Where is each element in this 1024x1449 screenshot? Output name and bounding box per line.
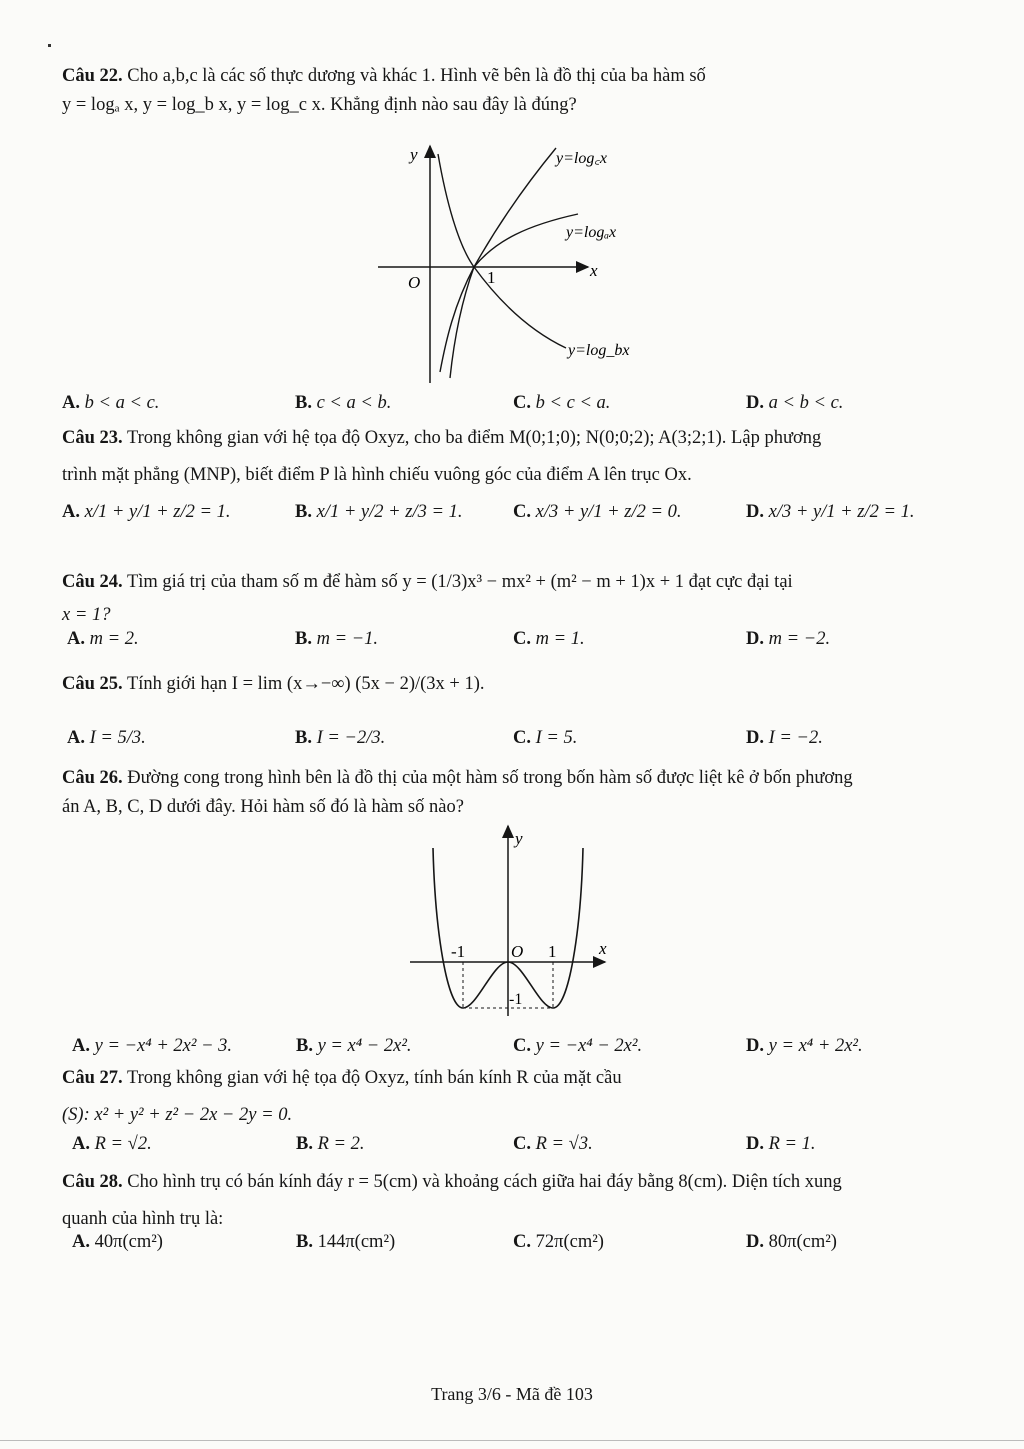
q26-option-b — [296, 1036, 412, 1057]
graph1-x-label: x — [590, 261, 598, 280]
question-23 — [62, 420, 966, 494]
q25-option-d-text: I = −2. — [768, 728, 823, 748]
q27-option-c-text: R = √3. — [535, 1134, 593, 1154]
question-25-label: Câu 25. — [62, 674, 123, 694]
q27-option-c — [513, 1134, 593, 1155]
log-graph — [378, 140, 658, 385]
q28-option-b-text: 144π(cm²) — [317, 1232, 396, 1252]
q24-option-c — [513, 629, 585, 650]
question-22-text: Cho a,b,c là các số thực dương và khác 1. Hình vẽ bên là đồ thị của ba hàm số — [122, 66, 706, 86]
question-28-text: Cho hình trụ có bán kính đáy r = 5(cm) và khoảng cách giữa hai đáy bằng 8(cm). Diện tích xung — [122, 1172, 842, 1192]
question-27-line2: (S): x² + y² + z² − 2x − 2y = 0. — [62, 1105, 293, 1125]
question-26-line2: án A, B, C, D dưới đây. Hỏi hàm số đó là hàm số nào? — [62, 796, 464, 817]
question-24-text: Tìm giá trị của tham số m để hàm số y = (1/3)x³ − mx² + (m² − m + 1)x + 1 đạt cực đại tại — [122, 572, 793, 592]
q25-option-a — [67, 728, 146, 749]
q23-option-a — [62, 502, 231, 523]
question-26-line1 — [62, 764, 966, 793]
graph2-origin: O — [511, 942, 524, 961]
q28-option-d-label: D. — [746, 1232, 764, 1252]
q27-option-b-label: B. — [296, 1134, 313, 1154]
question-23-line2: trình mặt phẳng (MNP), biết điểm P là hình chiếu vuông góc của điểm A lên trục Ox. — [62, 465, 692, 485]
q28-option-d — [746, 1232, 837, 1253]
question-23-label: Câu 23. — [62, 428, 123, 448]
question-27 — [62, 1060, 966, 1134]
q27-option-b — [296, 1134, 365, 1155]
graph2-x-label: x — [599, 939, 607, 958]
question-27-text: Trong không gian với hệ tọa độ Oxyz, tính bán kính R của mặt cầu — [122, 1068, 622, 1088]
q22-option-d-label: D. — [746, 393, 764, 413]
q22-option-a-label: A. — [62, 393, 80, 413]
question-24-line2: x = 1? — [62, 605, 111, 625]
q28-option-a — [72, 1232, 163, 1253]
q24-option-b — [295, 629, 378, 650]
q22-option-a — [62, 393, 159, 414]
q28-option-b-label: B. — [296, 1232, 313, 1252]
q26-option-d-text: y = x⁴ + 2x². — [768, 1036, 863, 1056]
q26-option-a-label: A. — [72, 1036, 90, 1056]
q23-option-c-text: x/3 + y/1 + z/2 = 0. — [535, 502, 682, 522]
q26-option-d-label: D. — [746, 1036, 764, 1056]
graph1-one: 1 — [487, 268, 496, 287]
q24-option-b-text: m = −1. — [316, 629, 379, 649]
question-24 — [62, 564, 966, 627]
q27-option-a-text: R = √2. — [94, 1134, 152, 1154]
q24-option-d — [746, 629, 830, 650]
q26-option-c-text: y = −x⁴ − 2x². — [535, 1036, 643, 1056]
question-26-text: Đường cong trong hình bên là đồ thị của một hàm số trong bốn hàm số được liệt kê ở bốn phương — [122, 768, 853, 788]
q28-option-b — [296, 1232, 395, 1253]
question-26 — [62, 764, 966, 821]
scan-edge-line — [0, 1440, 1024, 1441]
q28-option-a-text: 40π(cm²) — [94, 1232, 163, 1252]
q24-option-a — [67, 629, 139, 650]
quartic-graph — [405, 820, 625, 1020]
q24-option-c-text: m = 1. — [535, 629, 585, 649]
question-27-line1 — [62, 1060, 966, 1097]
q24-option-b-label: B. — [295, 629, 312, 649]
curve-log-a — [450, 214, 578, 378]
question-26-label: Câu 26. — [62, 768, 123, 788]
label-log-a: y=logₐx — [566, 224, 617, 241]
question-23-text: Trong không gian với hệ tọa độ Oxyz, cho ba điểm M(0;1;0); N(0;0;2); A(3;2;1). Lập phương — [122, 428, 822, 448]
q22-option-b-label: B. — [295, 393, 312, 413]
q25-option-c — [513, 728, 577, 749]
q23-option-d — [746, 502, 915, 523]
label-log-c: y=log꜀x — [556, 150, 607, 167]
q27-option-b-text: R = 2. — [317, 1134, 365, 1154]
q23-option-b — [295, 502, 462, 523]
label-log-b: y=log_bx — [568, 342, 630, 359]
q26-option-b-text: y = x⁴ − 2x². — [317, 1036, 412, 1056]
q22-option-c-text: b < c < a. — [535, 393, 611, 413]
q27-option-a-label: A. — [72, 1134, 90, 1154]
q27-option-c-label: C. — [513, 1134, 531, 1154]
q25-option-a-label: A. — [67, 728, 85, 748]
q23-option-a-text: x/1 + y/1 + z/2 = 1. — [84, 502, 231, 522]
graph2-yneg1: -1 — [509, 991, 523, 1008]
q27-option-a — [72, 1134, 152, 1155]
q27-option-d-label: D. — [746, 1134, 764, 1154]
q26-option-c-label: C. — [513, 1036, 531, 1056]
question-27-label: Câu 27. — [62, 1068, 123, 1088]
curve-log-c — [440, 148, 556, 372]
question-24-line1 — [62, 564, 966, 601]
q26-option-c — [513, 1036, 642, 1057]
q24-option-a-text: m = 2. — [89, 629, 139, 649]
q25-option-b-label: B. — [295, 728, 312, 748]
q25-option-d-label: D. — [746, 728, 764, 748]
q23-option-c-label: C. — [513, 502, 531, 522]
question-22-label: Câu 22. — [62, 66, 123, 86]
graph2-neg1: -1 — [451, 942, 466, 961]
question-25 — [62, 670, 966, 699]
q24-option-d-text: m = −2. — [768, 629, 831, 649]
q22-option-b-text: c < a < b. — [316, 393, 392, 413]
question-23-line1 — [62, 420, 966, 457]
q22-option-c — [513, 393, 610, 414]
graph1-origin: O — [408, 273, 421, 292]
question-28-label: Câu 28. — [62, 1172, 123, 1192]
q25-option-b-text: I = −2/3. — [316, 728, 386, 748]
q25-option-c-text: I = 5. — [535, 728, 578, 748]
graph2-one: 1 — [548, 942, 557, 961]
question-22 — [62, 62, 966, 119]
q24-option-d-label: D. — [746, 629, 764, 649]
question-22-line1 — [62, 62, 966, 91]
q22-option-a-text: b < a < c. — [84, 393, 160, 413]
q28-option-c-text: 72π(cm²) — [535, 1232, 604, 1252]
q26-option-a — [72, 1036, 232, 1057]
q26-option-b-label: B. — [296, 1036, 313, 1056]
q24-option-a-label: A. — [67, 629, 85, 649]
q28-option-d-text: 80π(cm²) — [768, 1232, 837, 1252]
q26-option-a-text: y = −x⁴ + 2x² − 3. — [94, 1036, 233, 1056]
q22-option-d-text: a < b < c. — [768, 393, 844, 413]
graph1-y-label: y — [410, 145, 418, 164]
q23-option-b-label: B. — [295, 502, 312, 522]
question-28-line2: quanh của hình trụ là: — [62, 1209, 224, 1229]
q22-option-d — [746, 393, 843, 414]
curve-log-b — [438, 154, 566, 348]
q26-option-d — [746, 1036, 863, 1057]
q27-option-d — [746, 1134, 816, 1155]
question-24-label: Câu 24. — [62, 572, 123, 592]
log-graph-svg — [378, 140, 658, 385]
question-28 — [62, 1164, 966, 1238]
graph2-y-label: y — [515, 829, 523, 848]
scan-speck — [48, 44, 51, 47]
page-footer: Trang 3/6 - Mã đề 103 — [431, 1384, 593, 1404]
q23-option-d-label: D. — [746, 502, 764, 522]
q28-option-c — [513, 1232, 604, 1253]
q25-option-d — [746, 728, 823, 749]
q23-option-d-text: x/3 + y/1 + z/2 = 1. — [768, 502, 915, 522]
question-22-line2: y = logₐ x, y = log_b x, y = log_c x. Khẳng định nào sau đây là đúng? — [62, 94, 577, 115]
q22-option-c-label: C. — [513, 393, 531, 413]
q27-option-d-text: R = 1. — [768, 1134, 816, 1154]
question-28-line1 — [62, 1164, 966, 1201]
q23-option-c — [513, 502, 682, 523]
q25-option-c-label: C. — [513, 728, 531, 748]
question-25-text: Tính giới hạn I = lim (x→−∞) (5x − 2)/(3x + 1). — [122, 674, 485, 694]
quartic-graph-svg — [405, 820, 625, 1020]
q28-option-c-label: C. — [513, 1232, 531, 1252]
q25-option-b — [295, 728, 385, 749]
question-25-line1 — [62, 670, 966, 699]
q25-option-a-text: I = 5/3. — [89, 728, 146, 748]
q23-option-a-label: A. — [62, 502, 80, 522]
q28-option-a-label: A. — [72, 1232, 90, 1252]
q23-option-b-text: x/1 + y/2 + z/3 = 1. — [316, 502, 463, 522]
q24-option-c-label: C. — [513, 629, 531, 649]
q22-option-b — [295, 393, 391, 414]
